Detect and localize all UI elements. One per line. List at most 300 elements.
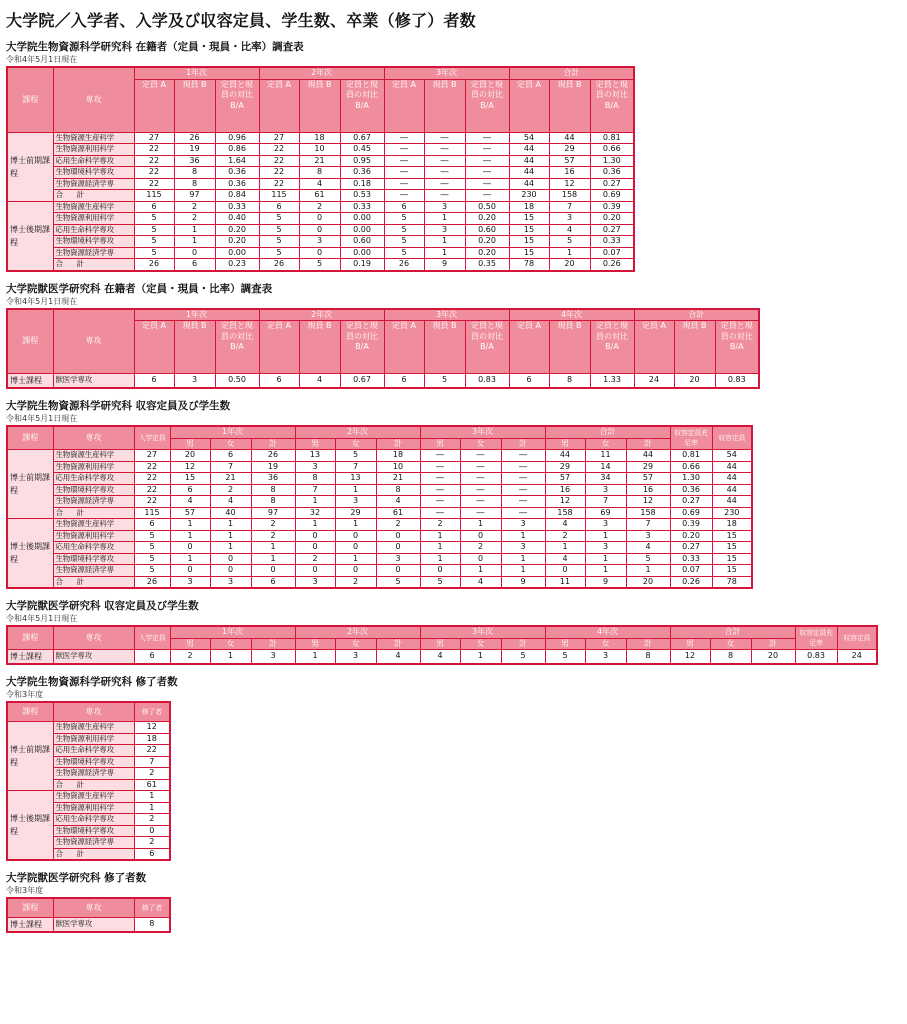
major-cell: 生物環境科学専攻 — [53, 167, 134, 179]
value-cell: 14 — [585, 461, 626, 473]
header-major: 専攻 — [53, 309, 134, 374]
value-cell: 1 — [134, 791, 170, 803]
value-cell: 0.20 — [465, 247, 509, 259]
section2-table — [6, 308, 760, 390]
value-cell: 3 — [424, 224, 465, 236]
major-cell: 生物資源経済学専 — [53, 768, 134, 780]
value-cell: 0.95 — [340, 155, 384, 167]
table-row — [7, 201, 634, 213]
value-cell: 22 — [259, 144, 299, 156]
value-cell: 12 — [545, 496, 585, 508]
section4-date: 令和4年5月1日現在 — [6, 614, 78, 623]
value-cell: 0.33 — [215, 201, 259, 213]
value-cell: 24 — [837, 650, 877, 665]
table-row — [7, 576, 752, 588]
table-row — [7, 473, 752, 485]
value-cell: 26 — [384, 259, 424, 271]
value-cell: 0.67 — [340, 374, 384, 389]
value-cell: 0 — [376, 542, 420, 554]
value-cell: 5 — [376, 576, 420, 588]
major-cell: 応用生命科学専攻 — [53, 224, 134, 236]
value-cell: 0.40 — [215, 213, 259, 225]
section2-date: 令和4年5月1日現在 — [6, 296, 78, 306]
value-cell: 1 — [335, 553, 376, 565]
value-cell: 20 — [674, 374, 715, 389]
value-cell: 1 — [335, 519, 376, 531]
header-current-b: 現員 B — [549, 79, 590, 132]
value-cell: 4 — [549, 224, 590, 236]
header-course: 課程 — [7, 626, 53, 650]
value-cell: 12 — [626, 496, 670, 508]
header-current-b: 現員 B — [299, 79, 340, 132]
value-cell: 6 — [259, 374, 299, 389]
value-cell: 2 — [251, 530, 295, 542]
value-cell: 5 — [384, 213, 424, 225]
value-cell: 6 — [509, 374, 549, 389]
value-cell: 3 — [335, 496, 376, 508]
value-cell: 3 — [424, 201, 465, 213]
value-cell: 0.36 — [215, 178, 259, 190]
value-cell: 6 — [384, 374, 424, 389]
header-year: 4年次 — [545, 626, 670, 638]
major-cell: 獣医学専攻 — [53, 374, 134, 389]
table-row — [7, 542, 752, 554]
section3-table — [6, 425, 753, 589]
value-cell: ― — [460, 461, 501, 473]
value-cell: 1 — [170, 553, 210, 565]
value-cell: 0.81 — [670, 450, 712, 462]
value-cell: 18 — [376, 450, 420, 462]
value-cell: 15 — [509, 247, 549, 259]
value-cell: 7 — [335, 461, 376, 473]
value-cell: 0.33 — [670, 553, 712, 565]
value-cell: 6 — [134, 201, 174, 213]
value-cell: 0.39 — [590, 201, 634, 213]
value-cell: 15 — [509, 236, 549, 248]
header-year: 3年次 — [384, 309, 509, 321]
value-cell: 2 — [299, 201, 340, 213]
table-row — [7, 178, 634, 190]
value-cell: 18 — [134, 733, 170, 745]
value-cell: 5 — [134, 236, 174, 248]
major-cell: 生物資源経済学専 — [53, 565, 134, 577]
value-cell: 0.96 — [215, 132, 259, 144]
header-ratio: 定員と現員の対比 B/A — [215, 79, 259, 132]
value-cell: 0.69 — [670, 507, 712, 519]
header-male: 男 — [420, 638, 460, 650]
value-cell: 8 — [174, 178, 215, 190]
value-cell: ― — [424, 144, 465, 156]
header-sum: 計 — [251, 638, 295, 650]
value-cell: 29 — [545, 461, 585, 473]
value-cell: 21 — [376, 473, 420, 485]
header-sum: 計 — [626, 638, 670, 650]
value-cell: 1 — [420, 553, 460, 565]
value-cell: 29 — [335, 507, 376, 519]
section4-table — [6, 625, 878, 665]
value-cell: 44 — [509, 155, 549, 167]
value-cell: 44 — [509, 144, 549, 156]
value-cell: 24 — [634, 374, 674, 389]
value-cell: 2 — [420, 519, 460, 531]
value-cell: 6 — [174, 259, 215, 271]
value-cell: 0.69 — [590, 190, 634, 202]
value-cell: 5 — [384, 247, 424, 259]
value-cell: 6 — [251, 576, 295, 588]
value-cell: 22 — [259, 167, 299, 179]
value-cell: 0 — [376, 530, 420, 542]
value-cell: 10 — [376, 461, 420, 473]
header-capacity-a: 定員 A — [384, 321, 424, 374]
value-cell: 5 — [259, 236, 299, 248]
value-cell: 0 — [174, 247, 215, 259]
value-cell: ― — [465, 144, 509, 156]
header-female: 女 — [710, 638, 751, 650]
major-cell: 生物資源利用科学 — [53, 802, 134, 814]
value-cell: 3 — [299, 236, 340, 248]
section5-date: 令和3年度 — [6, 690, 44, 699]
value-cell: ― — [465, 178, 509, 190]
value-cell: ― — [420, 507, 460, 519]
value-cell: 27 — [259, 132, 299, 144]
value-cell: 5 — [420, 576, 460, 588]
header-year: 2年次 — [295, 426, 420, 438]
header-year: 2年次 — [295, 626, 420, 638]
value-cell: 21 — [210, 473, 251, 485]
table-row — [7, 722, 170, 734]
value-cell: 19 — [174, 144, 215, 156]
value-cell: 3 — [626, 530, 670, 542]
value-cell: 22 — [134, 144, 174, 156]
value-cell: 44 — [509, 178, 549, 190]
table-row — [7, 496, 752, 508]
section3-date: 令和4年5月1日現在 — [6, 414, 78, 423]
value-cell: 2 — [460, 542, 501, 554]
value-cell: 22 — [134, 484, 170, 496]
value-cell: 4 — [460, 576, 501, 588]
value-cell: 5 — [134, 224, 174, 236]
value-cell: 36 — [174, 155, 215, 167]
value-cell: 1 — [210, 650, 251, 665]
value-cell: 1 — [420, 542, 460, 554]
value-cell: 12 — [134, 722, 170, 734]
major-cell: 応用生命科学専攻 — [53, 814, 134, 826]
value-cell: 5 — [134, 553, 170, 565]
value-cell: 4 — [545, 519, 585, 531]
header-ratio: 定員と現員の対比 B/A — [715, 321, 759, 374]
value-cell: 0.83 — [715, 374, 759, 389]
value-cell: 0.20 — [670, 530, 712, 542]
value-cell: ― — [465, 167, 509, 179]
header-course: 課程 — [7, 67, 53, 132]
value-cell: 0.23 — [215, 259, 259, 271]
value-cell: ― — [424, 132, 465, 144]
value-cell: 0.19 — [340, 259, 384, 271]
header-fill-rate: 収容定員充足率 — [795, 626, 837, 650]
value-cell: ― — [460, 496, 501, 508]
value-cell: 1 — [501, 565, 545, 577]
value-cell: 6 — [134, 374, 174, 389]
value-cell: 61 — [299, 190, 340, 202]
value-cell: 0.27 — [670, 496, 712, 508]
value-cell: 9 — [585, 576, 626, 588]
value-cell: 5 — [134, 565, 170, 577]
value-cell: 0.81 — [590, 132, 634, 144]
value-cell: 2 — [295, 553, 335, 565]
value-cell: ― — [384, 178, 424, 190]
value-cell: 1 — [420, 530, 460, 542]
value-cell: 1 — [545, 542, 585, 554]
value-cell: ― — [384, 190, 424, 202]
value-cell: 1 — [585, 530, 626, 542]
value-cell: 44 — [712, 496, 752, 508]
value-cell: 6 — [134, 848, 170, 860]
major-cell: 合 計 — [53, 576, 134, 588]
header-total: 合計 — [545, 426, 670, 438]
value-cell: 0 — [170, 542, 210, 554]
course-cell: 博士後期課程 — [7, 791, 53, 861]
value-cell: 0.26 — [590, 259, 634, 271]
value-cell: 0.00 — [340, 247, 384, 259]
value-cell: 61 — [134, 779, 170, 791]
value-cell: 7 — [585, 496, 626, 508]
value-cell: ― — [420, 450, 460, 462]
value-cell: 0 — [295, 530, 335, 542]
value-cell: 0 — [420, 565, 460, 577]
value-cell: 1 — [170, 530, 210, 542]
major-cell: 生物資源生産科学 — [53, 791, 134, 803]
value-cell: 3 — [585, 542, 626, 554]
value-cell: 1 — [210, 530, 251, 542]
value-cell: 0.33 — [590, 236, 634, 248]
value-cell: 0.33 — [340, 201, 384, 213]
value-cell: 0 — [335, 565, 376, 577]
major-cell: 生物資源利用科学 — [53, 461, 134, 473]
value-cell: 13 — [335, 473, 376, 485]
value-cell: 0.66 — [670, 461, 712, 473]
value-cell: 5 — [335, 450, 376, 462]
value-cell: 115 — [259, 190, 299, 202]
value-cell: 20 — [626, 576, 670, 588]
value-cell: 7 — [549, 201, 590, 213]
section2-title: 大学院獣医学研究科 在籍者（定員・現員・比率）調査表 — [6, 282, 273, 295]
value-cell: 0 — [299, 213, 340, 225]
value-cell: 12 — [670, 650, 710, 665]
major-cell: 生物資源経済学専 — [53, 247, 134, 259]
value-cell: 158 — [626, 507, 670, 519]
value-cell: 3 — [376, 553, 420, 565]
value-cell: 0.26 — [670, 576, 712, 588]
value-cell: 54 — [509, 132, 549, 144]
value-cell: 8 — [549, 374, 590, 389]
value-cell: 4 — [299, 374, 340, 389]
value-cell: 22 — [134, 473, 170, 485]
header-course: 課程 — [7, 702, 53, 722]
header-sum: 計 — [501, 638, 545, 650]
value-cell: 0 — [460, 530, 501, 542]
value-cell: 0.27 — [670, 542, 712, 554]
value-cell: 115 — [134, 190, 174, 202]
header-male: 男 — [545, 638, 585, 650]
header-major: 専攻 — [53, 67, 134, 132]
value-cell: 8 — [376, 484, 420, 496]
value-cell: ― — [460, 484, 501, 496]
major-cell: 生物環境科学専攻 — [53, 484, 134, 496]
table-row — [7, 132, 634, 144]
header-capacity-a: 定員 A — [134, 79, 174, 132]
value-cell: 15 — [509, 224, 549, 236]
header-ratio: 定員と現員の対比 B/A — [590, 79, 634, 132]
value-cell: 1 — [424, 247, 465, 259]
section3-title: 大学院生物資源科学研究科 収容定員及び学生数 — [6, 400, 231, 412]
header-female: 女 — [335, 638, 376, 650]
value-cell: 1 — [501, 553, 545, 565]
major-cell: 応用生命科学専攻 — [53, 473, 134, 485]
value-cell: 3 — [585, 484, 626, 496]
header-female: 女 — [585, 438, 626, 450]
value-cell: 0 — [376, 565, 420, 577]
value-cell: 15 — [712, 565, 752, 577]
header-major: 専攻 — [53, 426, 134, 450]
value-cell: 54 — [712, 450, 752, 462]
table-row — [7, 461, 752, 473]
major-cell: 応用生命科学専攻 — [53, 542, 134, 554]
value-cell: 6 — [134, 650, 170, 665]
value-cell: ― — [424, 155, 465, 167]
value-cell: 19 — [251, 461, 295, 473]
value-cell: 18 — [299, 132, 340, 144]
value-cell: 158 — [549, 190, 590, 202]
value-cell: 5 — [259, 247, 299, 259]
major-cell: 応用生命科学専攻 — [53, 155, 134, 167]
value-cell: 57 — [626, 473, 670, 485]
value-cell: 4 — [210, 496, 251, 508]
table-row — [7, 507, 752, 519]
major-cell: 獣医学専攻 — [53, 918, 134, 933]
value-cell: 16 — [549, 167, 590, 179]
value-cell: 2 — [335, 576, 376, 588]
value-cell: 7 — [210, 461, 251, 473]
value-cell: 6 — [210, 450, 251, 462]
value-cell: 0.27 — [590, 224, 634, 236]
value-cell: ― — [501, 473, 545, 485]
value-cell: 5 — [501, 650, 545, 665]
value-cell: 22 — [134, 461, 170, 473]
value-cell: 0.45 — [340, 144, 384, 156]
header-year: 1年次 — [134, 309, 259, 321]
value-cell: 2 — [174, 213, 215, 225]
value-cell: 1.30 — [590, 155, 634, 167]
major-cell: 合 計 — [53, 190, 134, 202]
value-cell: 8 — [295, 473, 335, 485]
table-row — [7, 565, 752, 577]
value-cell: 29 — [549, 144, 590, 156]
value-cell: 97 — [174, 190, 215, 202]
section5-table — [6, 701, 171, 861]
value-cell: 5 — [545, 650, 585, 665]
value-cell: ― — [384, 167, 424, 179]
header-capacity-a: 定員 A — [509, 321, 549, 374]
value-cell: 0.86 — [215, 144, 259, 156]
header-sum: 計 — [376, 638, 420, 650]
header-current-b: 現員 B — [674, 321, 715, 374]
value-cell: 0.50 — [465, 201, 509, 213]
value-cell: 3 — [501, 542, 545, 554]
header-current-b: 現員 B — [424, 79, 465, 132]
value-cell: 8 — [251, 484, 295, 496]
value-cell: 1 — [174, 236, 215, 248]
value-cell: 0.27 — [590, 178, 634, 190]
header-ratio: 定員と現員の対比 B/A — [340, 79, 384, 132]
value-cell: 29 — [626, 461, 670, 473]
value-cell: 5 — [424, 374, 465, 389]
value-cell: 230 — [509, 190, 549, 202]
major-cell: 生物資源生産科学 — [53, 519, 134, 531]
header-ratio: 定員と現員の対比 B/A — [340, 321, 384, 374]
value-cell: 0.66 — [590, 144, 634, 156]
value-cell: 0.20 — [215, 224, 259, 236]
header-year: 4年次 — [509, 309, 634, 321]
value-cell: 22 — [134, 155, 174, 167]
value-cell: 2 — [134, 768, 170, 780]
header-current-b: 現員 B — [424, 321, 465, 374]
value-cell: 8 — [134, 918, 170, 933]
course-cell: 博士後期課程 — [7, 201, 53, 271]
section5-title: 大学院生物資源科学研究科 修了者数 — [6, 676, 178, 688]
major-cell: 獣医学専攻 — [53, 650, 134, 665]
value-cell: ― — [420, 461, 460, 473]
major-cell: 生物資源生産科学 — [53, 722, 134, 734]
value-cell: 18 — [509, 201, 549, 213]
header-sum: 計 — [626, 438, 670, 450]
header-sum: 計 — [251, 438, 295, 450]
value-cell: 9 — [501, 576, 545, 588]
value-cell: 1 — [251, 542, 295, 554]
value-cell: 3 — [210, 576, 251, 588]
value-cell: 115 — [134, 507, 170, 519]
value-cell: 2 — [174, 201, 215, 213]
value-cell: 2 — [545, 530, 585, 542]
major-cell: 応用生命科学専攻 — [53, 745, 134, 757]
value-cell: 7 — [295, 484, 335, 496]
value-cell: ― — [465, 132, 509, 144]
header-male: 男 — [545, 438, 585, 450]
course-cell: 博士後期課程 — [7, 519, 53, 589]
value-cell: 0.20 — [590, 213, 634, 225]
value-cell: 16 — [626, 484, 670, 496]
value-cell: ― — [460, 507, 501, 519]
value-cell: 22 — [134, 496, 170, 508]
value-cell: 15 — [170, 473, 210, 485]
value-cell: 97 — [251, 507, 295, 519]
header-course: 課程 — [7, 898, 53, 918]
value-cell: ― — [420, 496, 460, 508]
header-major: 専攻 — [53, 898, 134, 918]
value-cell: 1 — [460, 650, 501, 665]
value-cell: 0 — [295, 565, 335, 577]
value-cell: 32 — [295, 507, 335, 519]
value-cell: 20 — [549, 259, 590, 271]
value-cell: 1 — [626, 565, 670, 577]
course-cell: 博士課程 — [7, 918, 53, 933]
header-sum: 計 — [501, 438, 545, 450]
value-cell: 1 — [295, 519, 335, 531]
value-cell: 1 — [460, 519, 501, 531]
header-total: 合計 — [670, 626, 795, 638]
header-fill-rate: 収容定員充足率 — [670, 426, 712, 450]
header-female: 女 — [210, 638, 251, 650]
value-cell: ― — [501, 461, 545, 473]
